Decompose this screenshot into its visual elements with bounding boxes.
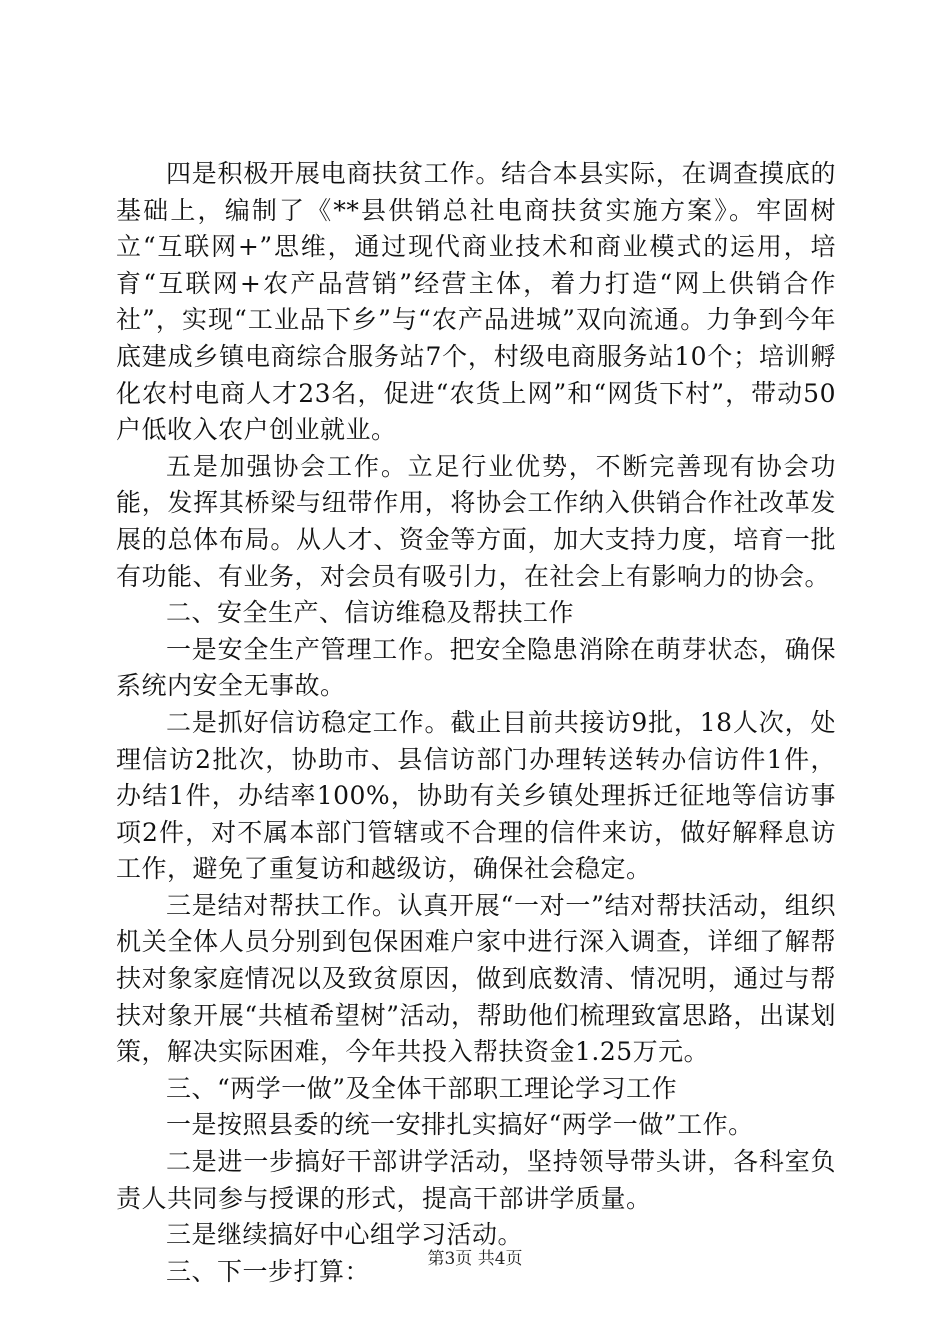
section-heading-next-steps: 三、下一步打算：	[166, 1256, 371, 1286]
paragraph-petition-stability: 二是抓好信访稳定工作。截止目前共接访9批，18人次，处理信访2批次，协助市、县信访部门办理转送转办信访件1件，办结1件，办结率100%，协助有关乡镇处理拆迁征地等信访事项2件，对不属本部门管辖或不合理的信件来访，做好解释息访工作，避免了重复访和越级访，确保社会稳定。	[116, 707, 836, 884]
paragraph-cadre-lectures: 二是进一步搞好干部讲学活动，坚持领导带头讲，各科室负责人共同参与授课的形式，提高干部讲学质量。	[116, 1147, 836, 1213]
section-heading-safety: 二、安全生产、信访维稳及帮扶工作	[166, 598, 575, 628]
paragraph-association-work: 五是加强协会工作。立足行业优势，不断完善现有协会功能，发挥其桥梁与纽带作用，将协会工作纳入供销合作社改革发展的总体布局。从人才、资金等方面，加大支持力度，培育一批有功能、有业务，对会员有吸引力，在社会上有影响力的协会。	[116, 451, 836, 591]
paragraph-safety-production: 一是安全生产管理工作。把安全隐患消除在萌芽状态，确保系统内安全无事故。	[116, 634, 836, 701]
page-footer: 第3页 共4页	[427, 1249, 523, 1269]
paragraph-two-studies: 一是按照县委的统一安排扎实搞好“两学一做”工作。	[166, 1110, 754, 1140]
document-body	[116, 156, 836, 1290]
paragraph-paired-assistance: 三是结对帮扶工作。认真开展“一对一”结对帮扶活动，组织机关全体人员分别到包保困难户家中进行深入调查，详细了解帮扶对象家庭情况以及致贫原因，做到底数清、情况明，通过与帮扶对象开展“共植希望树”活动，帮助他们梳理致富思路，出谋划策，解决实际困难，今年共投入帮扶资金1.25万元。	[116, 890, 836, 1067]
section-heading-study: 三、“两学一做”及全体干部职工理论学习工作	[166, 1073, 678, 1103]
paragraph-ecommerce-poverty: 四是积极开展电商扶贫工作。结合本县实际，在调查摸底的基础上，编制了《**县供销总社电商扶贫实施方案》。牢固树立“互联网+”思维，通过现代商业技术和商业模式的运用，培育“互联网+农产品营销”经营主体，着力打造“网上供销合作社”，实现“工业品下乡”与“农产品进城”双向流通。力争到今年底建成乡镇电商综合服务站7个，村级电商服务站10个；培训孵化农村电商人才23名，促进“农货上网”和“网货下村”，带动50户低收入农户创业就业。	[116, 159, 836, 445]
paragraph-central-group: 三是继续搞好中心组学习活动。	[166, 1220, 524, 1250]
